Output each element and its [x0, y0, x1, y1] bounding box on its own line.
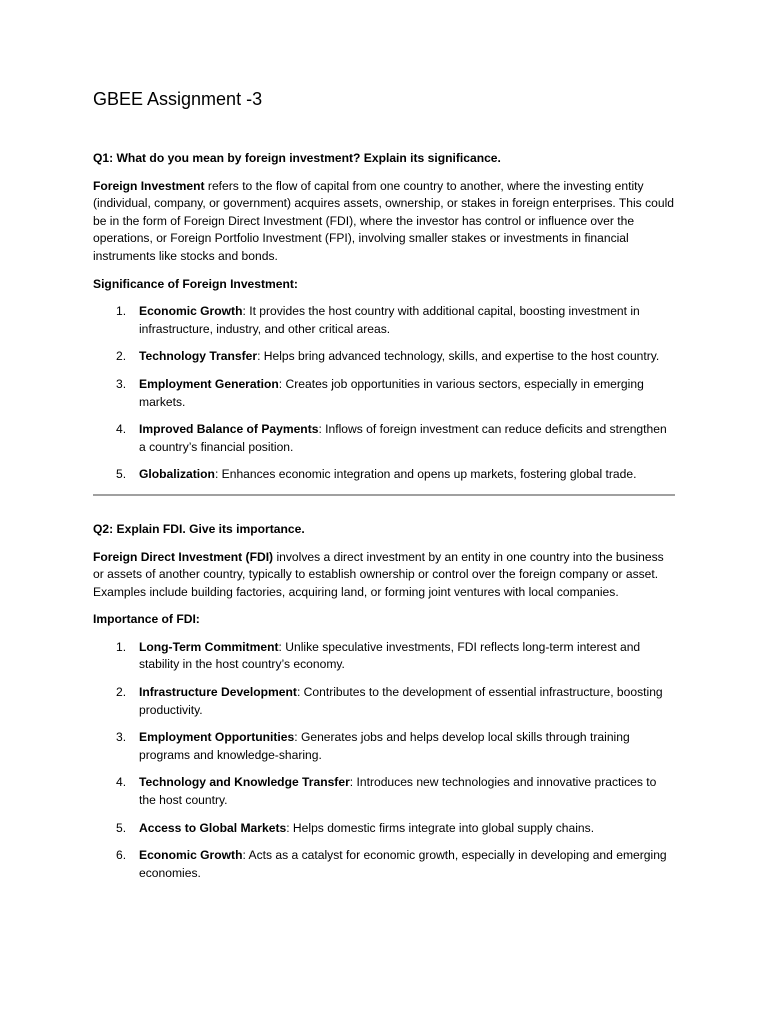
significance-list [93, 303, 675, 484]
item-term: Improved Balance of Payments [139, 422, 319, 437]
item-term: Economic Growth [139, 848, 243, 863]
item-text: : Helps bring advanced technology, skills, and expertise to the host country. [257, 349, 660, 364]
list-item [93, 639, 675, 674]
list-item [93, 466, 675, 484]
intro-term: Foreign Direct Investment (FDI) [93, 549, 274, 564]
intro-text: involves a direct investment by an entity in one country into the business or assets of another country, typically to establish ownership or control over the foreign company or asset. Examples include building factories, acquiring land, or forming joint ventures with local companies. [93, 549, 664, 599]
list-item [93, 684, 675, 719]
question-1-heading: Q1: What do you mean by foreign investment? Explain its significance. [93, 151, 501, 165]
item-number: 5. [116, 820, 127, 835]
item-text: : It provides the host country with additional capital, boosting investment in infrastructure, industry, and other critical areas. [139, 304, 640, 336]
item-number: 2. [116, 349, 127, 364]
item-term: Long-Term Commitment [139, 639, 279, 654]
intro-term: Foreign Investment [93, 178, 205, 193]
item-number: 4. [116, 775, 127, 790]
intro-text: refers to the flow of capital from one country to another, where the investing entity (individual, company, or government) acquires assets, ownership, or stakes in foreign enterprises. This could be in the form of Foreign Direct Investment (FDI), where the investor has control or influence over the operations, or Foreign Portfolio Investment (FPI), involving smaller stakes or investments in financial instruments like stocks and bonds. [93, 178, 675, 263]
item-term: Infrastructure Development [139, 685, 297, 700]
item-term: Technology and Knowledge Transfer [139, 775, 350, 790]
list-item [93, 729, 675, 764]
item-term: Employment Generation [139, 376, 279, 391]
item-text: : Introduces new technologies and innovative practices to the host country. [139, 775, 657, 808]
item-number: 3. [116, 730, 127, 745]
item-number: 1. [116, 639, 127, 654]
item-text: : Creates job opportunities in various sectors, especially in emerging markets. [139, 376, 644, 409]
question-2-heading: Q2: Explain FDI. Give its importance. [93, 521, 305, 536]
question-2-intro [93, 549, 675, 602]
item-number: 4. [116, 422, 127, 437]
item-text: : Contributes to the development of essential infrastructure, boosting productivity. [139, 685, 663, 717]
list-item [93, 847, 675, 882]
item-term: Economic Growth [139, 304, 243, 319]
item-number: 2. [116, 685, 127, 700]
importance-subheading: Importance of FDI: [93, 612, 200, 627]
item-term: Technology Transfer [139, 349, 258, 364]
horizontal-divider [93, 494, 675, 496]
item-text: : Inflows of foreign investment can reduce deficits and strengthen a country’s financial position. [139, 422, 667, 454]
item-text: : Generates jobs and helps develop local skills through training programs and knowledge-sharing. [139, 730, 630, 762]
list-item [93, 421, 675, 456]
document-title: GBEE Assignment -3 [93, 89, 263, 109]
item-number: 5. [116, 467, 127, 482]
list-item [93, 820, 675, 838]
item-number: 6. [116, 848, 127, 863]
item-text: : Enhances economic integration and opens up markets, fostering global trade. [214, 467, 637, 482]
item-text: : Helps domestic firms integrate into global supply chains. [286, 820, 595, 835]
item-term: Globalization [139, 467, 215, 482]
significance-subheading: Significance of Foreign Investment: [93, 276, 298, 291]
item-number: 3. [116, 376, 127, 391]
item-text: : Unlike speculative investments, FDI reflects long-term interest and stability in the host country’s economy. [139, 639, 641, 672]
list-item [93, 774, 675, 809]
list-item [93, 348, 675, 366]
item-term: Employment Opportunities [139, 730, 295, 745]
item-number: 1. [116, 304, 127, 319]
list-item [93, 303, 675, 338]
document-body [93, 150, 675, 892]
item-text: : Acts as a catalyst for economic growth, especially in developing and emerging economies. [139, 848, 667, 880]
importance-list [93, 639, 675, 883]
question-1-intro [93, 178, 675, 266]
item-term: Access to Global Markets [139, 820, 287, 835]
list-item [93, 376, 675, 411]
